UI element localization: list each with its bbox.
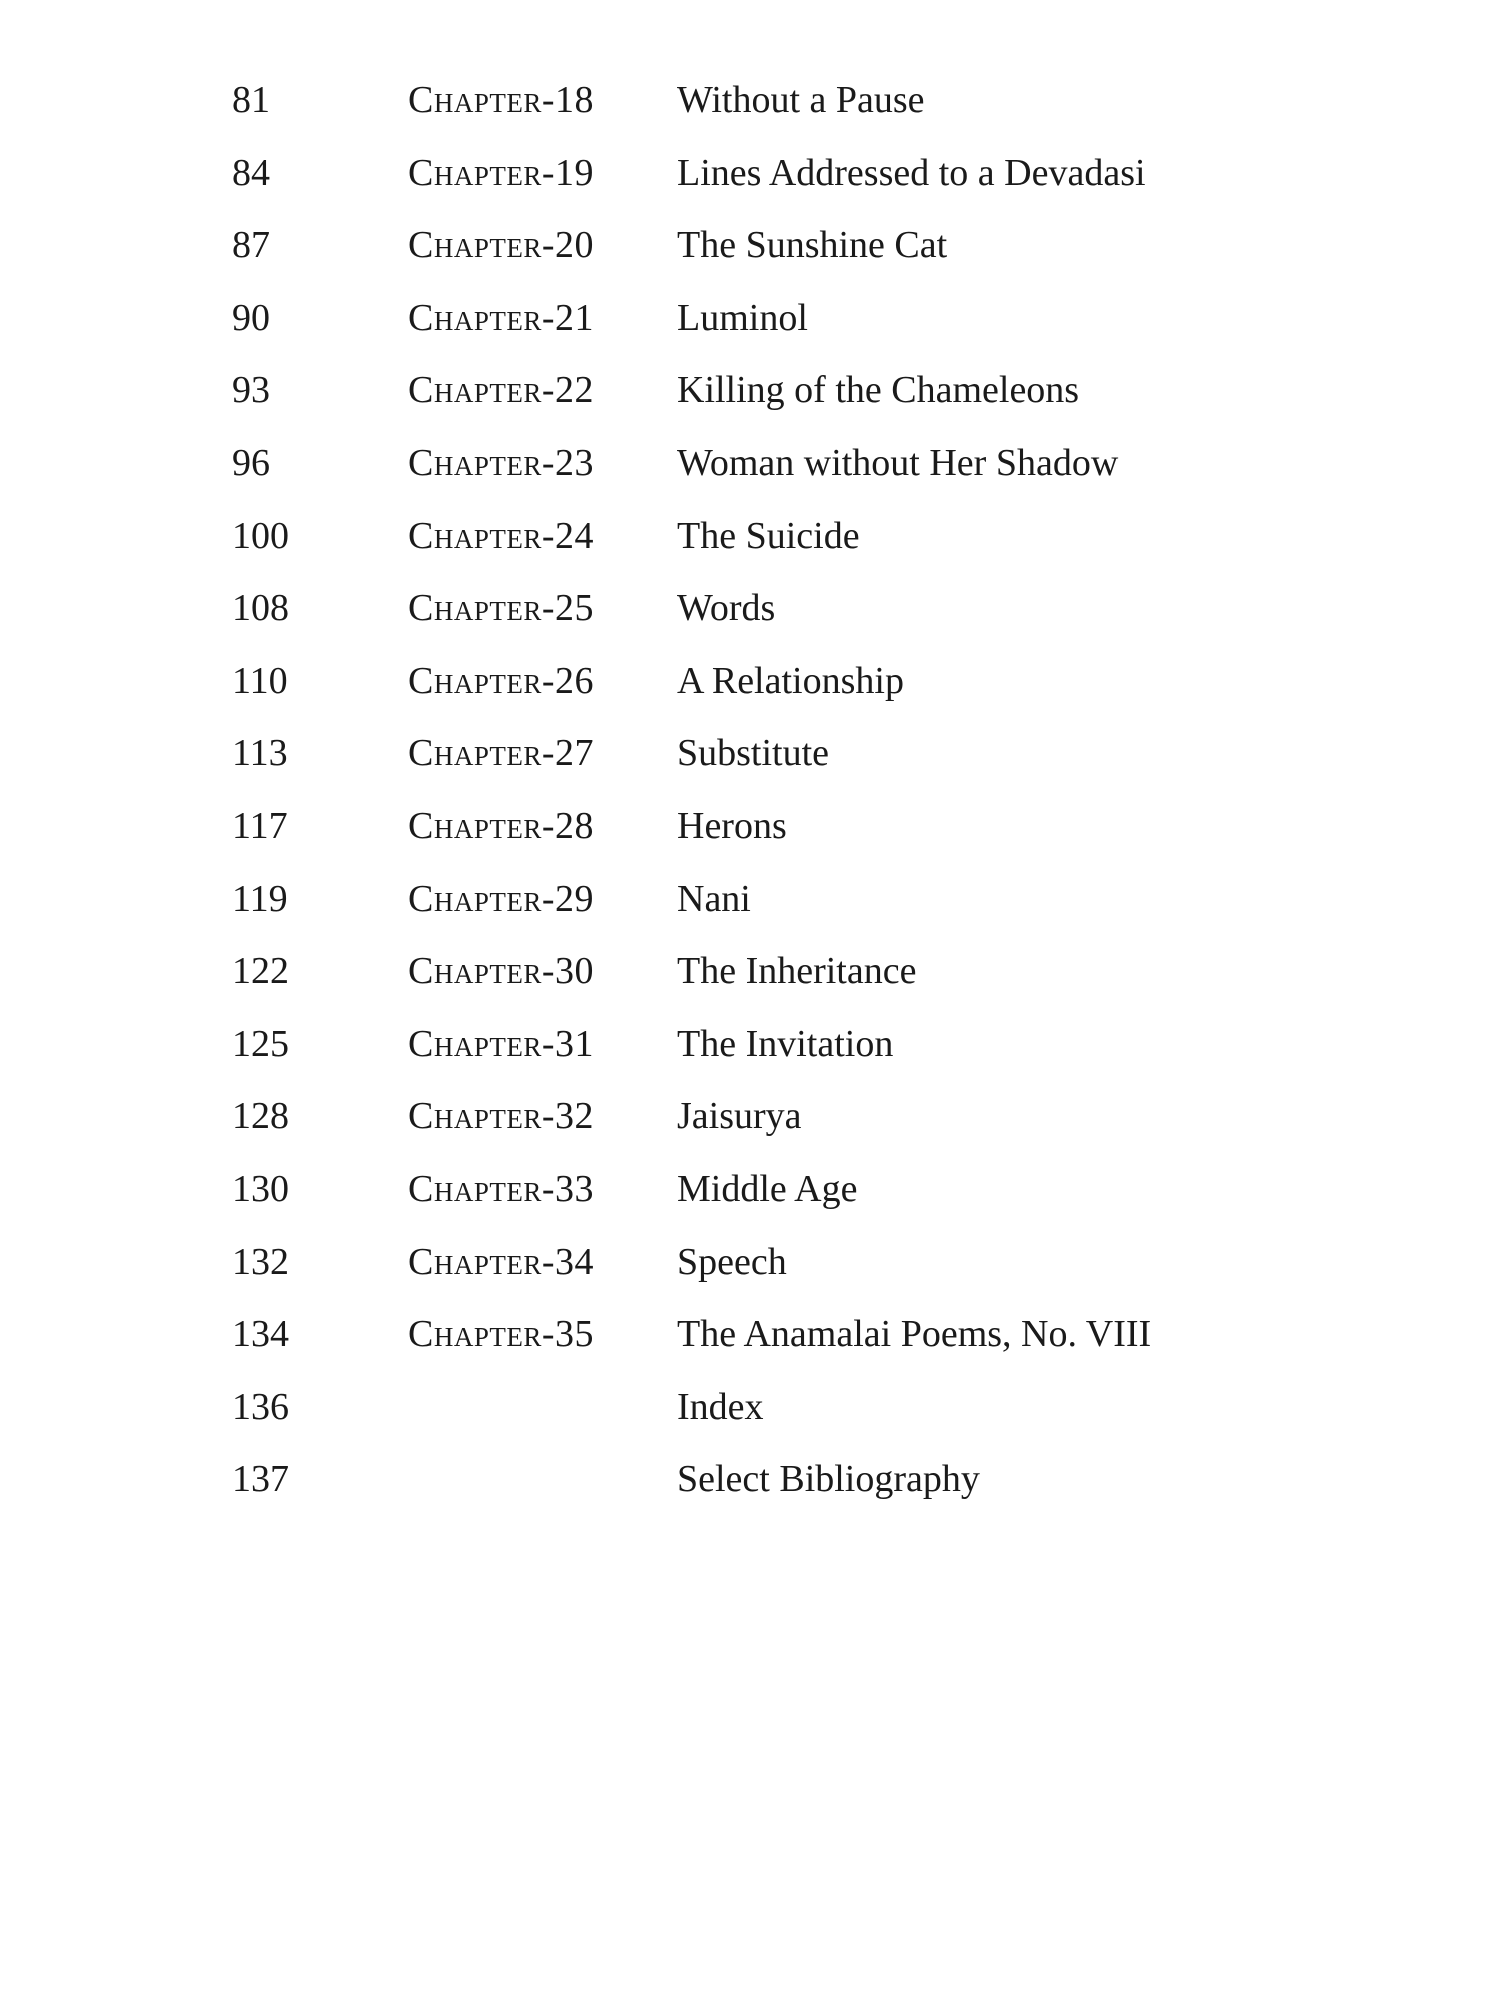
toc-entry-index (0, 1377, 1500, 1450)
toc-entry-chapter-30 (0, 941, 1500, 1014)
chapter-label: Chapter-21 (408, 296, 595, 339)
toc-entry-chapter-29 (0, 869, 1500, 942)
chapter-title: The Suicide (677, 514, 860, 557)
chapter-title: The Anamalai Poems, No. VIII (677, 1313, 1152, 1356)
chapter-title: Without a Pause (677, 79, 925, 121)
chapter-title: Luminol (677, 296, 808, 339)
chapter-label: Chapter-19 (408, 151, 595, 194)
chapter-title: Middle Age (677, 1167, 858, 1210)
toc-entry-chapter-35 (0, 1304, 1500, 1377)
chapter-label: Chapter-31 (408, 1022, 595, 1065)
page-number: 130 (232, 1167, 289, 1210)
toc-entry-chapter-26 (0, 651, 1500, 724)
chapter-label: Chapter-28 (408, 804, 595, 847)
chapter-label: Chapter-24 (408, 514, 595, 557)
page-number: 128 (232, 1095, 289, 1138)
toc-entry-chapter-31 (0, 1014, 1500, 1087)
page-number: 84 (232, 151, 270, 194)
chapter-label: Chapter-23 (408, 441, 595, 484)
chapter-title: Index (677, 1385, 764, 1428)
chapter-title: Jaisurya (677, 1095, 802, 1138)
chapter-label: Chapter-32 (408, 1095, 595, 1138)
page-number: 125 (232, 1022, 289, 1065)
page-number: 93 (232, 369, 270, 412)
chapter-label: Chapter-22 (408, 369, 595, 412)
page-number: 132 (232, 1240, 289, 1283)
chapter-label: Chapter-20 (408, 224, 595, 267)
chapter-label: Chapter-33 (408, 1167, 595, 1210)
page-number: 136 (232, 1385, 289, 1428)
chapter-label: Chapter-18 (408, 79, 595, 121)
chapter-title: Nani (677, 877, 751, 920)
page-number: 134 (232, 1313, 289, 1356)
page-number: 96 (232, 441, 270, 484)
chapter-label: Chapter-35 (408, 1313, 595, 1356)
page-number: 108 (232, 587, 289, 630)
chapter-title: The Inheritance (677, 950, 917, 993)
chapter-label: Chapter-27 (408, 732, 595, 775)
chapter-title: The Invitation (677, 1022, 894, 1065)
chapter-title: Lines Addressed to a Devadasi (677, 151, 1146, 194)
page-number: 100 (232, 514, 289, 557)
page-number: 122 (232, 950, 289, 993)
chapter-title: Killing of the Chameleons (677, 369, 1080, 412)
page-number: 87 (232, 224, 270, 267)
toc-entry-chapter-20 (0, 215, 1500, 288)
toc-entry-chapter-18 (0, 70, 1500, 143)
toc-entry-chapter-25 (0, 578, 1500, 651)
toc-entry-chapter-34 (0, 1232, 1500, 1305)
page-number: 81 (232, 79, 270, 121)
chapter-label: Chapter-25 (408, 587, 595, 630)
chapter-title: Speech (677, 1240, 787, 1283)
toc-entry-chapter-32 (0, 1086, 1500, 1159)
toc-entry-chapter-22 (0, 360, 1500, 433)
chapter-title: Select Bibliography (677, 1458, 980, 1501)
toc-entry-chapter-24 (0, 506, 1500, 579)
chapter-title: Woman without Her Shadow (677, 441, 1119, 484)
chapter-label: Chapter-26 (408, 659, 595, 702)
page-number: 117 (232, 804, 288, 847)
table-of-contents (0, 70, 1500, 1522)
page-number: 90 (232, 296, 270, 339)
toc-entry-chapter-27 (0, 723, 1500, 796)
toc-entry-chapter-33 (0, 1159, 1500, 1232)
chapter-title: A Relationship (677, 659, 904, 702)
chapter-title: Words (677, 587, 776, 630)
chapter-label: Chapter-30 (408, 950, 595, 993)
toc-entry-chapter-21 (0, 288, 1500, 361)
chapter-title: Substitute (677, 732, 830, 775)
chapter-label: Chapter-34 (408, 1240, 595, 1283)
toc-entry-bibliography (0, 1449, 1500, 1522)
page-number: 110 (232, 659, 288, 702)
page-number: 137 (232, 1458, 289, 1501)
toc-entry-chapter-28 (0, 796, 1500, 869)
chapter-title: Herons (677, 804, 787, 847)
chapter-title: The Sunshine Cat (677, 224, 948, 267)
page-number: 119 (232, 877, 288, 920)
toc-entry-chapter-23 (0, 433, 1500, 506)
toc-entry-chapter-19 (0, 143, 1500, 216)
chapter-label: Chapter-29 (408, 877, 595, 920)
page-number: 113 (232, 732, 288, 775)
